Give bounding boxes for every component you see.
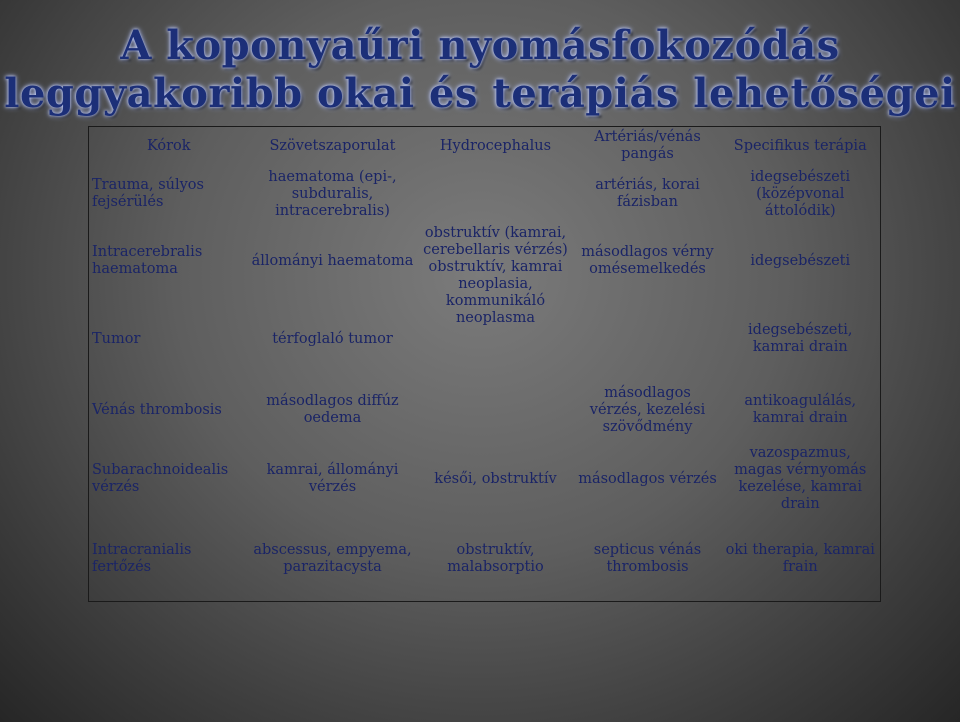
header-arterias-venas: Artériás/vénás pangás — [594, 129, 701, 163]
header-korok: Kórok — [146, 137, 191, 154]
row-therapy: idegsebészeti — [750, 252, 851, 269]
row-hydrocephalus-merged — [417, 223, 575, 379]
hydro-cell-text-1: obstruktív (kamrai, cerebellaris vérzés) — [423, 225, 568, 259]
header-szovetszaporulat: Szövetszaporulat — [269, 137, 396, 154]
row-tissue: kamrai, állományi vérzés — [266, 462, 399, 496]
title-line-1: A koponyaűri nyomásfokozódás — [120, 22, 840, 69]
row-tissue: abscessus, empyema, parazitacysta — [253, 542, 412, 576]
row-cause: Intracerebralis haematoma — [92, 244, 203, 278]
row-arterial: másodlagos vérnyomésemelkedés — [581, 244, 714, 278]
table-header-row — [89, 127, 881, 166]
row-therapy: oki therapia, kamrai frain — [725, 542, 875, 576]
row-tissue: másodlagos diffúz oedema — [266, 393, 399, 427]
row-therapy: idegsebészeti, kamrai drain — [748, 322, 853, 356]
hydro-cell-text-2: obstruktív, kamrai neoplasia, kommunikáló neoplasma — [428, 259, 563, 327]
causes-therapy-table — [88, 126, 881, 602]
title-line-2: leggyakoribb okai és terápiás lehetőségei — [4, 70, 956, 117]
header-hydrocephalus: Hydrocephalus — [439, 137, 552, 154]
table-row — [89, 165, 881, 223]
row-tissue: haematoma (epi-, subduralis, intracerebralis) — [268, 168, 397, 219]
row-cause: Subarachnoidealis vérzés — [92, 462, 229, 496]
row-arterial: másodlagos vérzés, kezelési szövődmény — [589, 384, 706, 435]
row-arterial: másodlagos vérzés — [578, 470, 717, 487]
table-row — [89, 441, 881, 517]
row-arterial — [575, 299, 721, 379]
row-cause: Trauma, súlyos fejsérülés — [92, 177, 204, 211]
table-row — [89, 223, 881, 299]
row-hydrocephalus — [417, 379, 575, 441]
row-arterial: septicus vénás thrombosis — [593, 542, 702, 576]
table-row — [89, 379, 881, 441]
row-therapy: vazospazmus, magas vérnyomás kezelése, kamrai drain — [734, 445, 867, 513]
row-hydrocephalus — [417, 165, 575, 223]
row-cause: Tumor — [92, 330, 141, 347]
row-therapy: antikoagulálás, kamrai drain — [744, 393, 857, 427]
row-hydrocephalus: késői, obstruktív — [434, 470, 557, 487]
row-arterial: artériás, korai fázisban — [595, 177, 700, 211]
row-therapy: idegsebészeti (középvonal áttolódik) — [750, 168, 851, 219]
row-tissue: térfoglaló tumor — [272, 330, 393, 347]
slide-title — [0, 22, 960, 118]
table-row — [89, 517, 881, 601]
row-hydrocephalus: obstruktív, malabsorptio — [447, 542, 544, 576]
header-specifikus-terapia: Specifikus terápia — [733, 137, 867, 154]
row-tissue: állományi haematoma — [251, 252, 414, 269]
row-cause: Vénás thrombosis — [92, 401, 222, 418]
row-cause: Intracranialis fertőzés — [92, 542, 192, 576]
